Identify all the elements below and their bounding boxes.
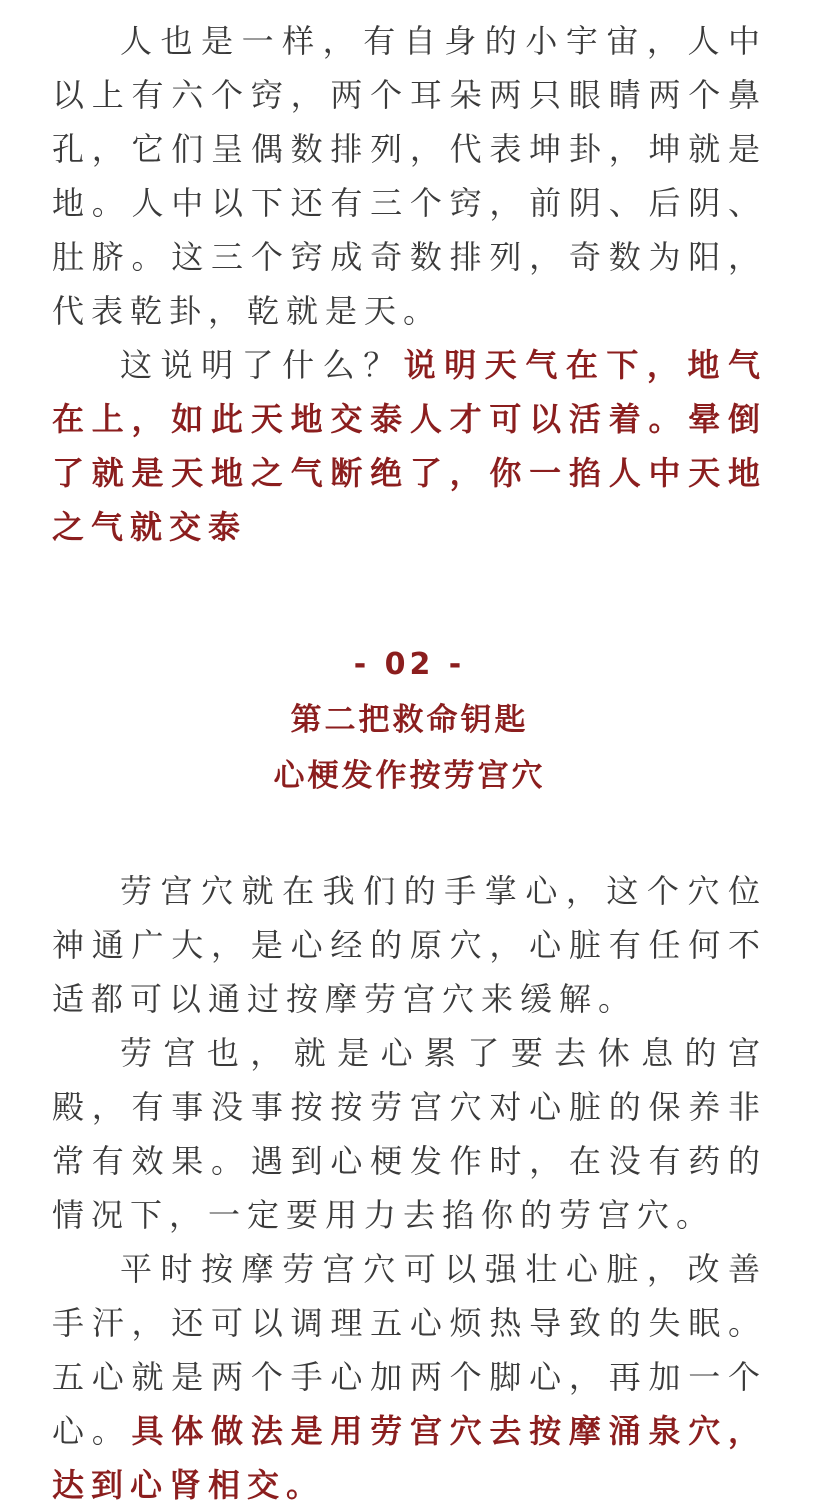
section-title: 第二把救命钥匙 <box>290 702 529 738</box>
intro-paragraph-2 <box>52 338 767 554</box>
section-number: - 02 - <box>353 647 466 682</box>
body-paragraph-3-text: 平时按摩劳宫穴可以强壮心脏，改善手汗，还可以调理五心烦热导致的失眠。五心就是两个手心加两个脚心，再加一个心。 <box>52 1250 767 1450</box>
intro-paragraph-2-text: 这说明了什么？ <box>120 346 404 384</box>
intro-paragraph-2-emphasis: 说明天气在下，地气在上，如此天地交泰人才可以活着。晕倒了就是天地之气断绝了，你一掐人中天地之气就交泰 <box>52 346 767 546</box>
body-paragraph-1: 劳宫穴就在我们的手掌心，这个穴位神通广大，是心经的原穴，心脏有任何不适都可以通过按摩劳宫穴来缓解。 <box>52 872 767 1018</box>
section-subtitle: 心梗发作按劳宫穴 <box>273 758 546 794</box>
spacer <box>52 554 767 638</box>
intro-paragraph-1: 人也是一样，有自身的小宇宙，人中以上有六个窍，两个耳朵两只眼睛两个鼻孔，它们呈偶数排列，代表坤卦，坤就是地。人中以下还有三个窍，前阴、后阴、肚脐。这三个窍成奇数排列，奇数为阳，代表乾卦，乾就是天。 <box>52 22 767 330</box>
body-paragraph-3 <box>52 1242 767 1512</box>
body-paragraph-3-emphasis: 具体做法是用劳宫穴去按摩涌泉穴，达到心肾相交。 <box>52 1412 767 1504</box>
body-paragraph-2: 劳宫也，就是心累了要去休息的宫殿，有事没事按按劳宫穴对心脏的保养非常有效果。遇到心梗发作时，在没有药的情况下，一定要用力去掐你的劳宫穴。 <box>52 1034 767 1234</box>
spacer <box>52 804 767 864</box>
